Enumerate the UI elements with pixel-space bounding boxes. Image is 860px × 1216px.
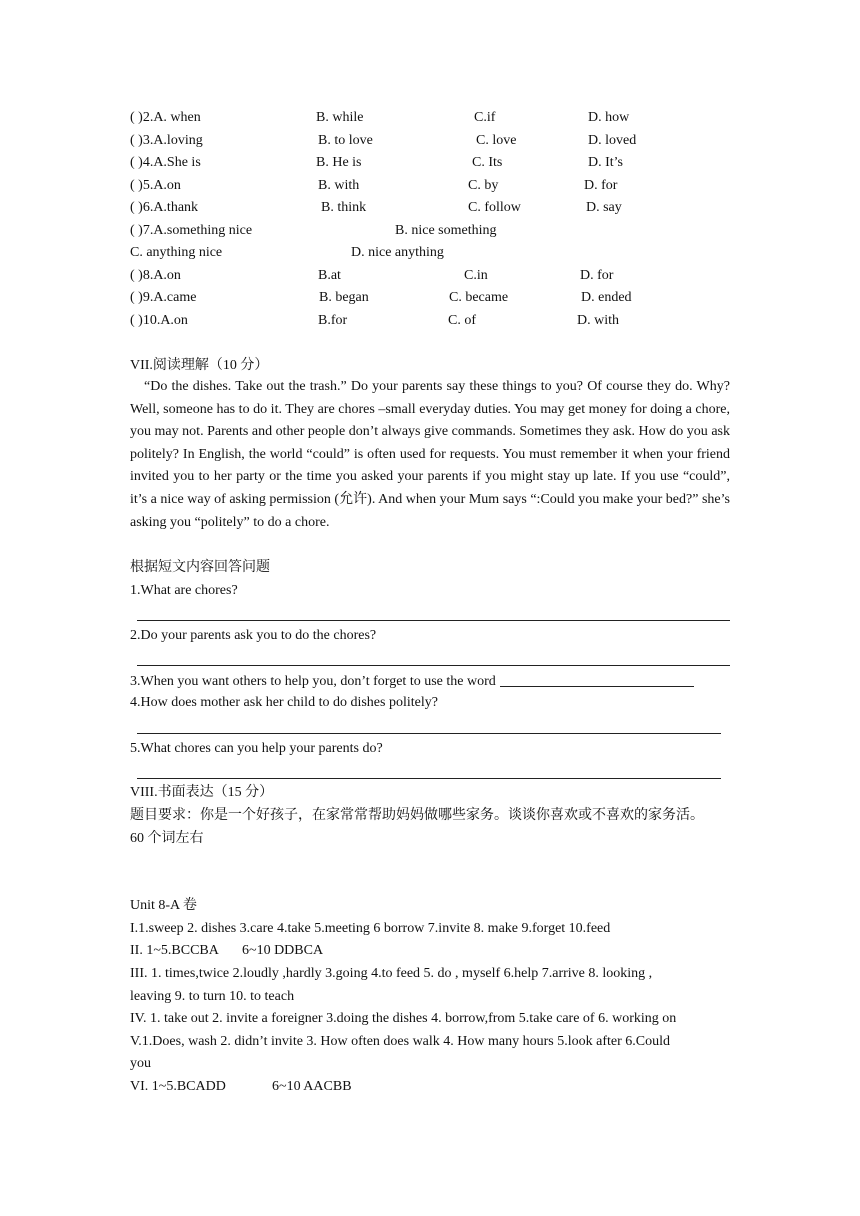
choice-option-d: D. for [580,268,614,283]
choice-option-c: C. by [468,178,499,193]
choice-item: ( )4.A.She is [130,155,201,170]
answer-key-line: III. 1. times,twice 2.loudly ,hardly 3.going 4.to feed 5. do , myself 6.help 7.arrive 8. looking , [130,966,653,981]
choice-option-c: C. Its [472,155,503,170]
choice-option-b: B. to love [318,133,373,148]
question-1: 1.What are chores? [130,583,238,598]
choice-option-c: C. anything nice [130,245,223,260]
choice-item: ( )9.A.came [130,290,197,305]
answer-line[interactable] [137,778,721,779]
answer-key-line: leaving 9. to turn 10. to teach [130,989,295,1004]
choice-item: ( )2.A. when [130,110,201,125]
answer-key-line: 6~10 DDBCA [242,943,324,958]
choice-option-c: C. follow [468,200,521,215]
answer-line[interactable] [137,620,730,621]
answer-key-line: I.1.sweep 2. dishes 3.care 4.take 5.meeting 6 borrow 7.invite 8. make 9.forget 10.feed [130,921,611,936]
choice-option-b: B. think [321,200,367,215]
choice-option-d: D. how [588,110,630,125]
section-heading: VII.阅读理解（10 分） [130,358,269,373]
question-3-text: 3.When you want others to help you, don’t forget to use the word [130,674,496,689]
answer-key-line: II. 1~5.BCCBA [130,943,219,958]
choice-item: ( )5.A.on [130,178,181,193]
answer-key-line: you [130,1056,151,1071]
choice-item: ( )3.A.loving [130,133,203,148]
choice-option-d: D. loved [588,133,637,148]
answer-key-line: VI. 1~5.BCADD [130,1079,226,1094]
question-3 [130,672,694,691]
choice-option-d: D. with [577,313,619,328]
choice-option-b: B. with [318,178,360,193]
answer-key-line: 6~10 AACBB [272,1079,352,1094]
choice-item: ( )8.A.on [130,268,181,283]
choice-option-d: D. for [584,178,618,193]
choice-option-b: B. He is [316,155,362,170]
answer-key-line: IV. 1. take out 2. invite a foreigner 3.doing the dishes 4. borrow,from 5.take care of 6. working on [130,1011,677,1026]
choice-option-c: C. became [449,290,509,305]
question-4: 4.How does mother ask her child to do dishes politely? [130,695,438,710]
choice-option-d: D. nice anything [351,245,444,260]
choice-option-d: D. ended [581,290,632,305]
choice-option-c: C. love [476,133,517,148]
question-2: 2.Do your parents ask you to do the chores? [130,628,377,643]
answer-line[interactable] [137,733,721,734]
choice-option-b: B. began [319,290,369,305]
choice-item: ( )6.A.thank [130,200,199,215]
reading-passage: “Do the dishes. Take out the trash.” Do your parents say these things to you? Of course they do. Why? Well, someone has to do it. They are chores –small everyday duties. You may get money for doing a chore, you may not. Parents and other people don’t always give commands. Sometimes they ask. How do you ask politely? In English, the world “could” is often used for requests. You must remember it when your friend invited you to her party or the time you asked your parents if you might stay up late. If you use “could”, it’s a nice way of asking permission (允许). And when your Mum says “:Could you make your bed?” she’s asking you “politely” to do a chore. [130,379,730,530]
answer-line[interactable] [137,665,730,666]
answer-key-line: V.1.Does, wash 2. didn’t invite 3. How often does walk 4. How many hours 5.look after 6.Could [130,1034,670,1049]
choice-option-c: C.in [464,268,488,283]
choice-item: ( )10.A.on [130,313,188,328]
question-5: 5.What chores can you help your parents do? [130,741,383,756]
answer-key-title: Unit 8-A 卷 [130,898,197,913]
writing-requirement: 题目要求：你是一个好孩子，在家常常帮助妈妈做哪些家务。谈谈你喜欢或不喜欢的家务活。 [130,808,704,823]
section-heading: VIII.书面表达（15 分） [130,785,274,800]
choice-option-c: C. of [448,313,476,328]
choice-option-b: B. while [316,110,364,125]
choice-option-b: B.for [318,313,348,328]
choice-option-b: B. nice something [395,223,497,238]
choice-item: ( )7.A.something nice [130,223,253,238]
writing-word-count: 60 个词左右 [130,831,204,846]
answer-blank[interactable] [500,672,694,687]
choice-option-b: B.at [318,268,341,283]
choice-option-d: D. say [586,200,622,215]
instruction-text: 根据短文内容回答问题 [130,560,270,575]
choice-option-d: D. It’s [588,155,623,170]
choice-option-c: C.if [474,110,496,125]
